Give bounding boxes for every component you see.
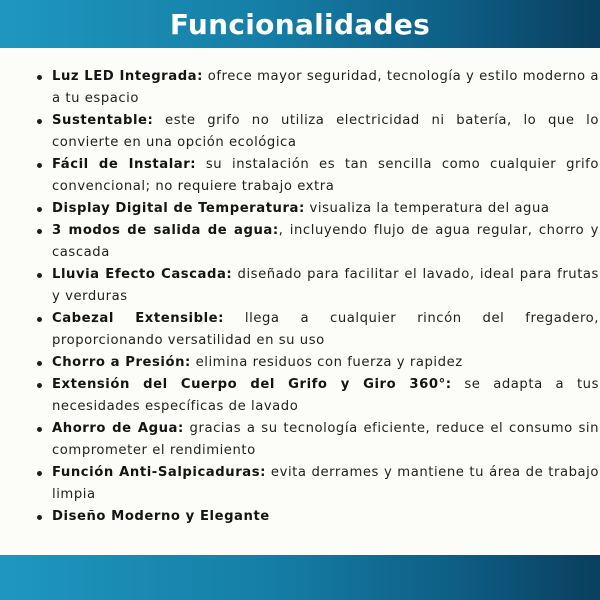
list-item (52, 198, 599, 220)
feature-description: , incluyendo flujo de agua regular, chorro y cascada (52, 223, 599, 260)
feature-description: evita derrames y mantiene tu área de trabajo limpia (52, 465, 599, 502)
list-item (52, 308, 599, 352)
feature-description: visualiza la temperatura del agua (304, 201, 550, 216)
feature-description: diseñado para facilitar el lavado, ideal para frutas y verduras (52, 267, 599, 304)
feature-title: Display Digital de Temperatura: (52, 201, 305, 216)
feature-description: se adapta a tus necesidades específicas de lavado (52, 377, 599, 414)
header-banner (0, 0, 600, 48)
list-item (52, 374, 599, 418)
list-item (52, 264, 599, 308)
feature-title: Sustentable: (52, 113, 154, 128)
feature-title: Fácil de Instalar: (52, 157, 197, 172)
list-item (52, 154, 599, 198)
feature-description: gracias a su tecnología eficiente, reduce el consumo sin comprometer el rendimiento (52, 421, 600, 458)
page-title: Funcionalidades (169, 7, 431, 41)
list-item (52, 352, 599, 374)
list-item (52, 418, 599, 462)
feature-title: Diseño Moderno y Elegante (52, 509, 270, 524)
feature-title: Función Anti-Salpicaduras: (52, 465, 266, 480)
list-item (52, 506, 599, 528)
feature-title: Cabezal Extensible: (52, 311, 224, 326)
feature-description: este grifo no utiliza electricidad ni batería, lo que lo convierte en una opción ecológica (52, 113, 599, 150)
list-item (52, 220, 599, 264)
feature-title: Extensión del Cuerpo del Grifo y Giro 360°: (52, 377, 452, 392)
list-item (52, 462, 599, 506)
list-item (52, 66, 599, 110)
feature-description: elimina residuos con fuerza y rapidez (190, 355, 463, 370)
feature-title: Ahorro de Agua: (52, 421, 184, 436)
footer-banner (0, 555, 600, 600)
feature-description: su instalación es tan sencilla como cualquier grifo convencional; no requiere trabajo extra (52, 157, 599, 194)
feature-list (34, 66, 599, 528)
feature-title: Lluvia Efecto Cascada: (52, 267, 233, 282)
feature-description: llega a cualquier rincón del fregadero, proporcionando versatilidad en su uso (52, 311, 599, 348)
feature-title: Chorro a Presión: (52, 355, 191, 370)
feature-title: Luz LED Integrada: (52, 69, 203, 84)
feature-title: 3 modos de salida de agua: (52, 223, 279, 238)
list-item (52, 110, 599, 154)
feature-description: ofrece mayor seguridad, tecnología y estilo moderno a a tu espacio (52, 69, 599, 106)
